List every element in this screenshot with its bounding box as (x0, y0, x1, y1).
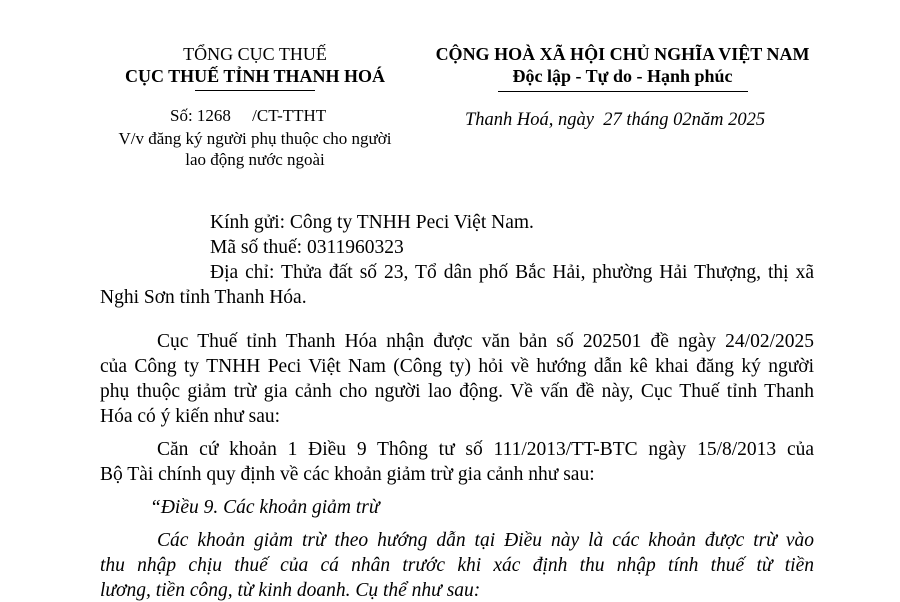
subject-line: V/v đăng ký người phụ thuộc cho người (118, 129, 392, 148)
document-subject (80, 128, 430, 170)
body-line: Căn cứ khoản 1 Điều 9 Thông tư số 111/2013/TT-BTC ngày 15/8/2013 của (157, 439, 814, 460)
place-and-date: Thanh Hoá, ngày 27 tháng 02năm 2025 (465, 110, 766, 130)
tax-code-line: Mã số thuế: 0311960323 (210, 237, 404, 258)
body-line: Cục Thuế tỉnh Thanh Hóa nhận được văn bản số 202501 đề ngày 24/02/2025 (157, 331, 814, 352)
body-line: phụ thuộc giảm trừ gia cảnh cho người lao động. Về vấn đề này, Cục Thuế tỉnh Thanh (100, 381, 814, 402)
quote-line: thu nhập chịu thuế của cá nhân trước khi xác định thu nhập tính thuế từ tiền (100, 555, 814, 576)
address-line: Địa chỉ: Thửa đất số 23, Tổ dân phố Bắc Hải, phường Hải Thượng, thị xã (210, 262, 814, 283)
national-title: CỘNG HOÀ XÃ HỘI CHỦ NGHĨA VIỆT NAM (435, 44, 810, 64)
body-line: của Công ty TNHH Peci Việt Nam (Công ty) hỏi về hướng dẫn kê khai đăng ký người (100, 356, 814, 377)
quote-heading: “Điều 9. Các khoản giảm trừ (150, 497, 380, 518)
subject-line: lao động nước ngoài (185, 150, 325, 169)
agency-underline (195, 90, 315, 91)
agency-parent: TỔNG CỤC THUẾ (183, 44, 327, 64)
quote-line: Các khoản giảm trừ theo hướng dẫn tại Điều này là các khoản được trừ vào (157, 530, 814, 551)
quote-line: lương, tiền công, từ kinh doanh. Cụ thể như sau: (100, 580, 481, 601)
address-line: Nghi Sơn tỉnh Thanh Hóa. (100, 287, 307, 308)
document-number: Số: 1268 /CT-TTHT (170, 106, 327, 125)
recipient-line: Kính gửi: Công ty TNHH Peci Việt Nam. (210, 212, 534, 233)
motto-underline (498, 91, 748, 92)
national-motto: Độc lập - Tự do - Hạnh phúc (512, 66, 733, 86)
body-line: Hóa có ý kiến như sau: (100, 406, 281, 427)
body-line: Bộ Tài chính quy định về các khoản giảm trừ gia cảnh như sau: (100, 464, 595, 485)
agency-name: CỤC THUẾ TỈNH THANH HOÁ (124, 66, 386, 86)
